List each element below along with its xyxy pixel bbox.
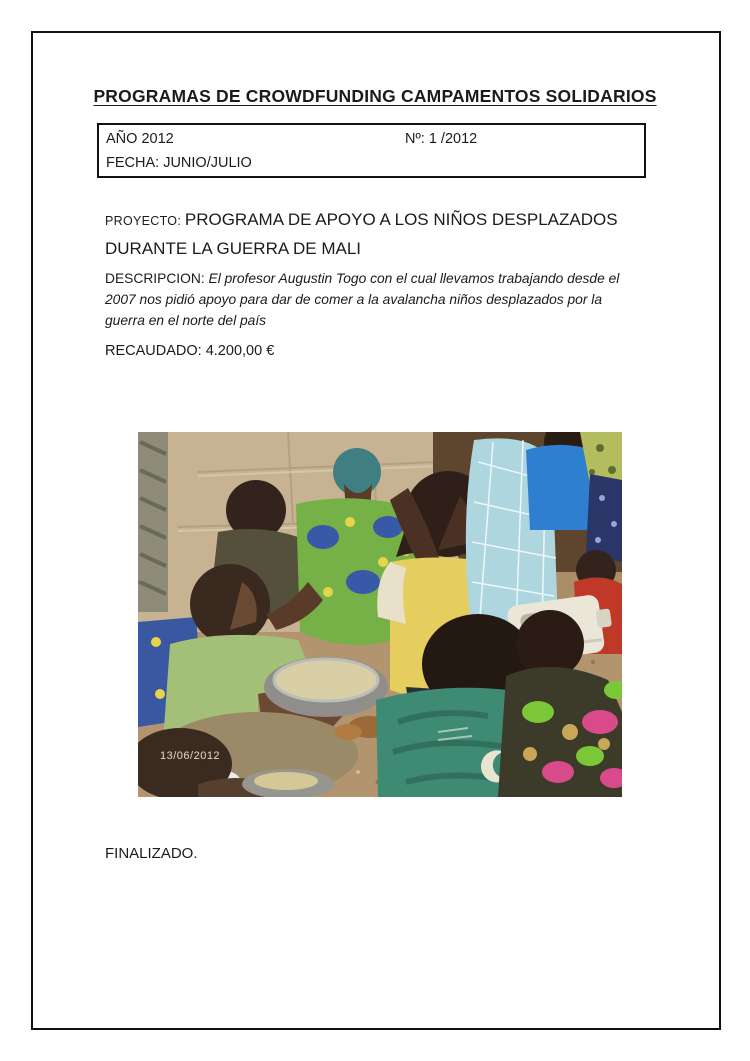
raised-amount: 4.200,00 €: [205, 343, 275, 359]
photo-timestamp: 13/06/2012: [160, 750, 221, 762]
raised-paragraph: [105, 343, 274, 359]
project-photo: [138, 432, 622, 797]
number-field: Nº: 1 /2012: [405, 131, 478, 147]
date-field: FECHA: JUNIO/JULIO: [106, 155, 252, 171]
raised-label: RECAUDADO:: [105, 343, 206, 359]
photo-illustration: [138, 432, 622, 797]
info-box: [97, 123, 646, 178]
year-field: AÑO 2012: [106, 131, 174, 147]
description-label: DESCRIPCION:: [105, 271, 209, 286]
project-title: PROGRAMA DE APOYO A LOS NIÑOS DESPLAZADOS DURANTE LA GUERRA DE MALI: [105, 210, 618, 258]
status-text: FINALIZADO.: [105, 845, 198, 862]
project-paragraph: [105, 206, 627, 263]
description-paragraph: [105, 268, 642, 331]
project-label: PROYECTO:: [105, 214, 185, 228]
document-title: PROGRAMAS DE CROWDFUNDING CAMPAMENTOS SOLIDARIOS: [93, 86, 657, 106]
description-text: El profesor Augustin Togo con el cual llevamos trabajando desde el 2007 nos pidió apoyo para dar de comer a la avalancha niños desplazados por la guerra en el norte del país: [105, 271, 620, 328]
